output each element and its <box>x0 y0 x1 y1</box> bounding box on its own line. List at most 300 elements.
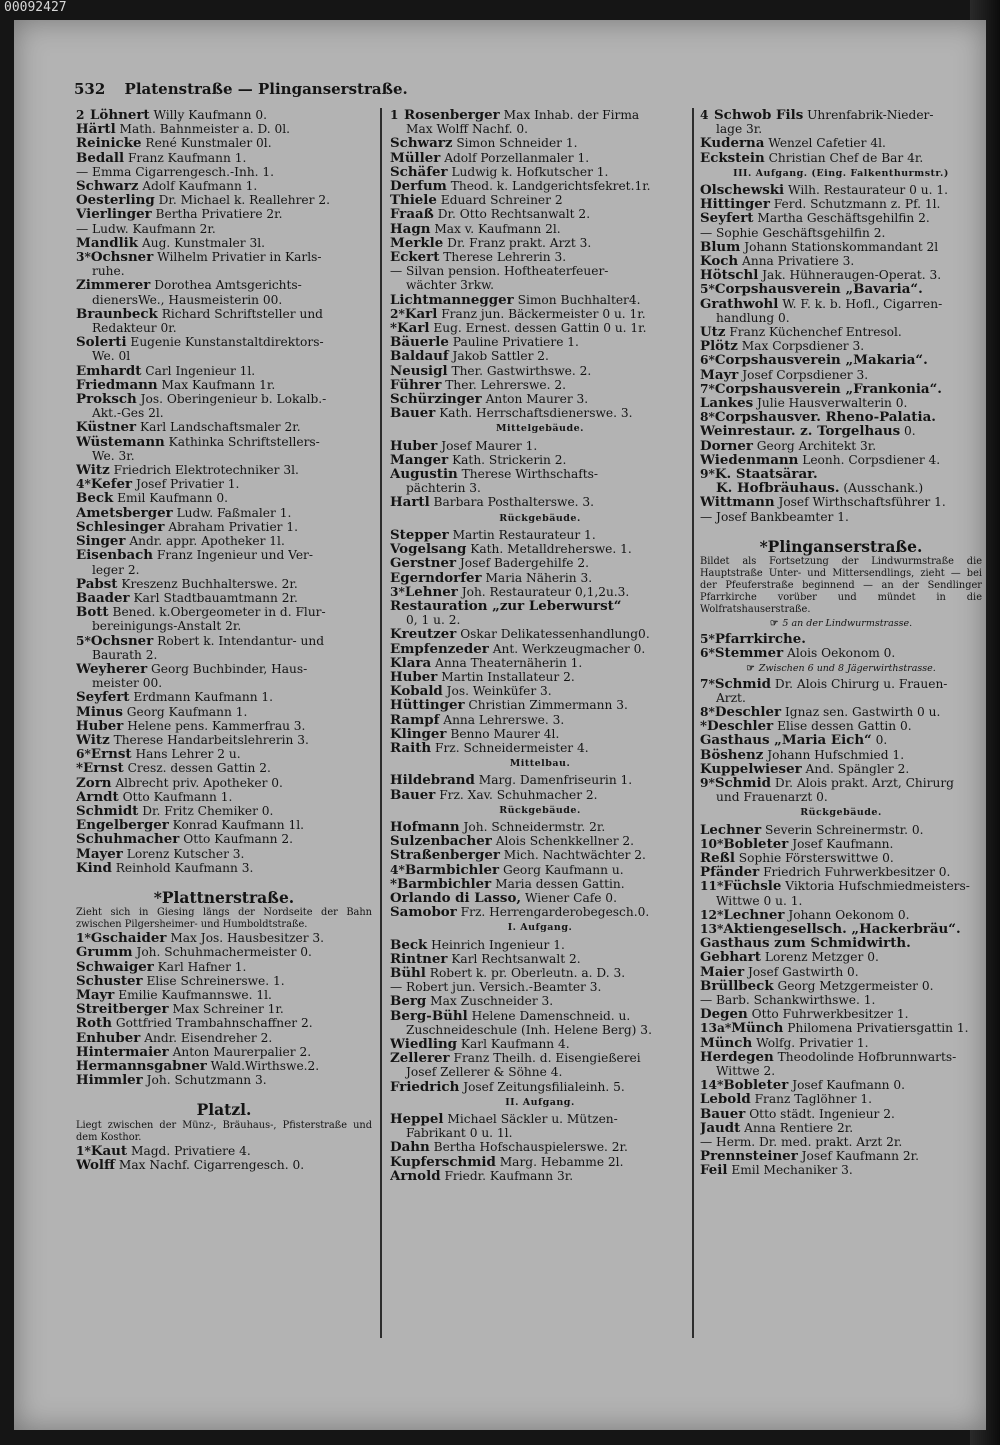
directory-entry <box>700 382 982 396</box>
directory-entry <box>76 804 372 818</box>
resident-name: Merkle <box>390 235 444 251</box>
resident-name: Müller <box>390 150 441 165</box>
resident-details: Bertha Hofschauspielerswe. 2r. <box>433 1140 628 1155</box>
resident-name: Hagn <box>390 221 431 236</box>
resident-details: Julie Hausverwalterin 0. <box>757 396 908 411</box>
resident-details: Eugenie Kunstanstaltdirektors- <box>130 335 324 350</box>
resident-name: Weyherer <box>76 661 148 677</box>
resident-details: Anna Lehrerswe. 3. <box>443 712 565 727</box>
resident-details: Lorenz Kutscher 3. <box>126 846 245 861</box>
resident-details: Emil Mechaniker 3. <box>731 1163 853 1178</box>
resident-details: Ignaz sen. Gastwirth 0 u. <box>784 704 941 719</box>
directory-entry <box>700 1163 982 1177</box>
resident-name: Jaudt <box>700 1120 741 1135</box>
directory-entry <box>390 966 690 980</box>
directory-entry <box>700 510 982 524</box>
resident-details: Max Zuschneider 3. <box>430 994 554 1009</box>
resident-name: Schmid <box>714 775 772 791</box>
resident-details: Marg. Damenfriseurin 1. <box>478 773 633 788</box>
directory-entry <box>390 335 690 349</box>
directory-entry <box>700 424 982 438</box>
directory-entry <box>700 837 982 851</box>
directory-entry <box>390 264 690 278</box>
directory-entry <box>390 467 690 481</box>
resident-name: Zimmerer <box>76 278 151 293</box>
resident-name: Lichtmannegger <box>390 292 514 307</box>
resident-details: Christian Chef de Bar 4r. <box>768 150 924 165</box>
directory-entry <box>390 1023 690 1037</box>
resident-details: Andr. appr. Apotheker 1l. <box>129 534 285 549</box>
house-number: 1* <box>76 931 91 946</box>
directory-entry <box>390 1080 690 1094</box>
resident-details: Marg. Hebamme 2l. <box>499 1154 624 1169</box>
resident-name: Corpshausverein „Makaria“. <box>714 353 928 368</box>
resident-name: Kind <box>76 860 112 875</box>
directory-entry <box>390 727 690 741</box>
resident-details: Max Corpsdiener 3. <box>741 339 865 354</box>
resident-details: Joh. Schutzmann 3. <box>146 1073 267 1088</box>
resident-details: Max Kaufmann 1r. <box>161 377 276 392</box>
directory-entry <box>390 877 690 891</box>
house-number: 13a* <box>700 1021 732 1036</box>
resident-details: Wald.Wirthswe.2. <box>210 1059 320 1073</box>
resident-name: Singer <box>76 534 126 549</box>
directory-entry <box>700 467 982 481</box>
resident-details: Karl Hafner 1. <box>157 959 247 974</box>
directory-entry <box>76 435 372 449</box>
directory-entry <box>390 207 690 221</box>
resident-details: Christian Zimmermann 3. <box>468 698 628 713</box>
resident-details: Albrecht priv. Apotheker 0. <box>115 775 283 790</box>
resident-details: Abraham Privatier 1. <box>168 519 298 534</box>
directory-entry <box>76 193 372 207</box>
directory-entry <box>76 1016 372 1030</box>
resident-details: handlung 0. <box>716 310 790 325</box>
directory-entry <box>390 656 690 670</box>
resident-name: Arndt <box>76 789 119 804</box>
cross-street-note <box>700 618 982 630</box>
directory-entry <box>76 449 372 463</box>
column-2 <box>390 108 690 1183</box>
resident-name: Manger <box>390 452 449 468</box>
directory-entry <box>700 151 982 165</box>
resident-name: Rintner <box>390 951 448 966</box>
resident-name: Löhnert <box>90 108 150 123</box>
resident-details: Emil Kaufmann 0. <box>117 491 229 506</box>
house-number: 1* <box>76 1143 91 1158</box>
directory-entry <box>76 307 372 321</box>
directory-entry <box>700 1078 982 1092</box>
resident-details: Anna Privatiere 3. <box>742 254 855 269</box>
directory-entry <box>390 378 690 392</box>
building-subheading: Rückgebäude. <box>499 512 581 524</box>
resident-name: Schlesinger <box>76 519 165 535</box>
resident-name: Kreutzer <box>390 627 457 642</box>
resident-name: Witz <box>76 463 110 478</box>
directory-entry <box>76 392 372 406</box>
resident-details: Frz. Xav. Schuhmacher 2. <box>439 787 598 802</box>
house-number: 8* <box>700 704 715 719</box>
resident-name: Pfänder <box>700 865 760 880</box>
resident-details: Josef Wirthschaftsführer 1. <box>778 495 946 510</box>
resident-details: und Frauenarzt 0. <box>716 790 828 805</box>
resident-name: Schuster <box>76 973 143 988</box>
resident-details: Kath. Metalldreherswe. 1. <box>470 542 632 557</box>
directory-entry <box>390 848 690 862</box>
directory-entry <box>390 321 690 335</box>
building-subheading: Mittelgebäude. <box>496 423 584 435</box>
resident-details: Franz jun. Bäckermeister 0 u. 1r. <box>441 306 646 321</box>
resident-details: Simon Buchhalter4. <box>517 292 641 307</box>
resident-name: Grumm <box>76 945 133 960</box>
resident-details: Kath. Herrschaftsdienerswe. 3. <box>439 406 633 421</box>
resident-details: Willy Kaufmann 0. <box>153 108 267 122</box>
resident-name: Oesterling <box>76 193 155 208</box>
directory-entry <box>76 420 372 434</box>
resident-details: Uhrenfabrik-Nieder- <box>807 108 934 122</box>
resident-name: Herdegen <box>700 1049 774 1064</box>
resident-details: Ther. Gastwirthswe. 2. <box>451 363 592 378</box>
page-header <box>74 80 408 98</box>
directory-entry <box>390 1140 690 1154</box>
resident-details: Gottfried Trambahnschaffner 2. <box>115 1016 313 1031</box>
directory-entry <box>700 211 982 225</box>
resident-details: Therese Lehrerin 3. <box>443 250 567 265</box>
directory-entry <box>390 1169 690 1183</box>
resident-details: Johann Stationskommandant 2l <box>744 239 939 254</box>
resident-name: Grathwohl <box>700 296 779 311</box>
directory-entry <box>390 698 690 712</box>
resident-name: Gerstner <box>390 556 457 571</box>
resident-details: Konrad Kaufmann 1l. <box>172 818 305 833</box>
resident-name: Vierlinger <box>76 207 152 222</box>
directory-entry <box>390 670 690 684</box>
resident-details: Jos. Weinküfer 3. <box>446 684 552 699</box>
resident-details: Martin Restaurateur 1. <box>452 527 596 542</box>
resident-details: Josef Gastwirth 0. <box>748 964 859 979</box>
resident-name: Corpshausverein „Frankonia“. <box>714 381 942 397</box>
house-number: 13* <box>700 921 724 936</box>
resident-details: Otto Kaufmann 1. <box>122 789 233 804</box>
resident-details: Josef Zellerer & Söhne 4. <box>406 1065 563 1080</box>
resident-name: Bühl <box>390 965 426 981</box>
directory-entry <box>76 563 372 577</box>
resident-details: wächter 3rkw. <box>406 278 495 293</box>
resident-name: *Barmbichler <box>390 876 492 891</box>
resident-details: Max v. Kaufmann 2l. <box>434 221 561 236</box>
resident-name: Ernst <box>90 747 132 762</box>
directory-entry <box>76 321 372 335</box>
directory-entry <box>390 627 690 641</box>
resident-name: Stemmer <box>714 646 784 661</box>
resident-details: Ther. Lehrerswe. 2. <box>445 377 566 392</box>
resident-name: Schäfer <box>390 164 448 180</box>
resident-name: Vogelsang <box>390 542 467 557</box>
house-number: 2* <box>390 306 405 321</box>
directory-entry <box>76 832 372 846</box>
directory-entry <box>76 577 372 591</box>
resident-details: Ant. Werkzeugmacher 0. <box>492 641 646 656</box>
cross-street-note <box>700 663 982 675</box>
directory-entry <box>76 378 372 392</box>
resident-name: Lechner <box>723 907 785 922</box>
building-subheading: I. Aufgang. <box>507 922 573 934</box>
resident-details: Arzt. <box>716 690 746 705</box>
directory-entry <box>76 335 372 349</box>
resident-name: Braunbeck <box>76 306 158 322</box>
resident-name: Führer <box>390 377 442 393</box>
resident-details: Mich. Nachtwächter 2. <box>503 848 646 863</box>
resident-details: Wiener Cafe 0. <box>524 890 617 905</box>
directory-entry <box>700 691 982 705</box>
resident-name: Pfarrkirche. <box>714 632 806 647</box>
resident-name: Corpshausver. Rheno-Palatia. <box>714 410 936 425</box>
resident-details: We. 0l <box>92 349 131 364</box>
resident-name: Hötschl <box>700 268 759 283</box>
resident-name: Hittinger <box>700 197 770 212</box>
resident-details: Zuschneideschule (Inh. Helene Berg) 3. <box>406 1022 652 1037</box>
resident-name: Sulzenbacher <box>390 834 492 849</box>
resident-details: — Barb. Schankwirthswe. 1. <box>700 992 876 1007</box>
directory-entry <box>76 1073 372 1087</box>
house-number: 5* <box>700 632 715 647</box>
resident-details: Jak. Hühneraugen-Operat. 3. <box>762 268 942 283</box>
resident-details: Franz Ingenieur und Ver- <box>156 548 313 563</box>
resident-details: meister 00. <box>92 676 163 691</box>
directory-entry <box>390 108 690 122</box>
resident-name: Weinrestaur. z. Torgelhaus <box>700 424 901 439</box>
resident-details: Wolfg. Privatier 1. <box>756 1035 869 1050</box>
resident-details: Josef Kaufmann. <box>792 836 894 851</box>
resident-details: 0. <box>904 424 916 439</box>
resident-details: René Kunstmaler 0l. <box>145 136 272 151</box>
directory-entry <box>390 193 690 207</box>
directory-entry <box>700 1149 982 1163</box>
resident-details: Alois Oekonom 0. <box>787 646 896 661</box>
directory-entry <box>76 506 372 520</box>
directory-entry <box>390 585 690 599</box>
resident-details: Elise Schreinerswe. 1. <box>146 973 285 988</box>
resident-details: Otto Kaufmann 2. <box>183 832 293 847</box>
resident-details: Josef Maurer 1. <box>441 438 538 453</box>
resident-name: Arnold <box>390 1168 441 1184</box>
resident-name: Plötz <box>700 339 738 354</box>
directory-entry <box>76 974 372 988</box>
directory-entry <box>700 908 982 922</box>
house-number: 11* <box>700 879 724 894</box>
directory-entry <box>700 705 982 719</box>
resident-name: K. Staatsärar. <box>714 467 818 482</box>
resident-name: Thiele <box>390 193 437 208</box>
directory-entry <box>700 481 982 495</box>
resident-details: Viktoria Hufschmiedmeisters- <box>785 879 970 894</box>
directory-entry <box>76 931 372 945</box>
resident-name: Utz <box>700 325 726 340</box>
directory-entry <box>700 297 982 311</box>
directory-entry <box>700 108 982 122</box>
resident-name: Kupferschmid <box>390 1154 496 1169</box>
directory-entry <box>700 865 982 879</box>
resident-name: Schmidt <box>76 803 139 819</box>
resident-name: Hartl <box>390 495 430 510</box>
directory-entry <box>700 762 982 776</box>
resident-details: 0. <box>875 733 888 748</box>
resident-name: Emhardt <box>76 363 142 378</box>
resident-details: Hans Lehrer 2 u. <box>135 747 241 762</box>
resident-name: Ametsberger <box>76 505 173 520</box>
resident-details: Leonh. Corpsdiener 4. <box>802 452 941 467</box>
resident-details: Helene pens. Kammerfrau 3. <box>127 718 306 733</box>
directory-entry <box>390 1009 690 1023</box>
directory-entry <box>76 520 372 534</box>
resident-details: Otto Fuhrwerkbesitzer 1. <box>751 1007 909 1022</box>
directory-entry <box>390 1051 690 1065</box>
directory-entry <box>76 250 372 264</box>
directory-entry <box>76 491 372 505</box>
resident-name: Bauer <box>390 406 436 421</box>
resident-details: Benno Maurer 4l. <box>450 726 560 741</box>
resident-details: Frz. Herrengarderobegesch.0. <box>460 905 650 920</box>
directory-entry <box>700 677 982 691</box>
resident-name: Klara <box>390 655 432 670</box>
directory-entry <box>76 719 372 733</box>
column-1 <box>76 108 372 1172</box>
resident-name: Gschaider <box>90 931 167 946</box>
resident-details: Friedr. Kaufmann 3r. <box>444 1168 574 1183</box>
resident-name: Brüllbeck <box>700 978 774 993</box>
directory-entry <box>76 690 372 704</box>
resident-details: Ferd. Schutzmann z. Pf. 1l. <box>773 197 941 212</box>
resident-details: Akt.-Ges 2l. <box>92 406 164 421</box>
street-heading: *Plattnerstraße. <box>153 887 295 907</box>
directory-entry <box>390 453 690 467</box>
resident-name: Mayr <box>700 367 739 382</box>
resident-name: Dorner <box>700 438 753 453</box>
resident-details: Oskar Delikatessenhandlung0. <box>460 627 650 642</box>
directory-entry <box>700 282 982 296</box>
resident-details: Franz Theilh. d. Eisengießerei <box>453 1051 641 1066</box>
directory-entry <box>390 165 690 179</box>
resident-details: Georg Kaufmann u. <box>502 862 624 877</box>
directory-entry <box>390 613 690 627</box>
directory-entry <box>390 1112 690 1126</box>
resident-details: Wittwe 2. <box>716 1063 776 1078</box>
resident-name: Huber <box>390 438 438 453</box>
resident-details: Georg Buchbinder, Haus- <box>151 661 308 676</box>
directory-entry <box>390 136 690 150</box>
resident-name: Gasthaus „Maria Eich“ <box>700 733 872 748</box>
resident-details: — Ludw. Kaufmann 2r. <box>76 221 216 236</box>
resident-details: Philomena Privatiersgattin 1. <box>787 1021 969 1036</box>
directory-entry <box>700 136 982 150</box>
resident-details: Wilhelm Privatier in Karls- <box>157 250 322 265</box>
resident-details: Anton Maurerpalier 2. <box>172 1044 312 1059</box>
resident-name: Gasthaus zum Schmidwirth. <box>700 936 911 951</box>
resident-details: Georg Kaufmann 1. <box>126 704 248 719</box>
directory-entry <box>76 634 372 648</box>
directory-entry <box>76 477 372 491</box>
resident-details: Max Wolff Nachf. 0. <box>406 122 529 137</box>
resident-name: Egerndorfer <box>390 570 482 585</box>
resident-name: Baader <box>76 590 130 606</box>
directory-entry <box>390 980 690 994</box>
resident-details: Alois Schenkkellner 2. <box>495 834 635 849</box>
directory-entry <box>700 495 982 509</box>
resident-name: K. Hofbräuhaus. <box>716 481 840 496</box>
resident-details: Robert k. pr. Oberleutn. a. D. 3. <box>429 965 626 980</box>
resident-details: Maria Näherin 3. <box>485 570 593 585</box>
directory-entry <box>76 165 372 179</box>
directory-entry <box>700 1107 982 1121</box>
resident-details: — Robert jun. Versich.-Beamter 3. <box>390 980 602 995</box>
directory-entry <box>390 905 690 919</box>
resident-name: Bott <box>76 605 109 620</box>
resident-details: Dr. Alois prakt. Arzt, Chirurg <box>774 775 954 790</box>
directory-entry <box>390 788 690 802</box>
directory-entry <box>76 1059 372 1073</box>
resident-details: Kreszenz Buchhalterswe. 2r. <box>121 576 298 591</box>
resident-details: Frz. Schneidermeister 4. <box>435 740 589 755</box>
resident-name: Prennsteiner <box>700 1149 798 1164</box>
directory-entry <box>76 222 372 236</box>
resident-name: Hintermaier <box>76 1044 169 1059</box>
directory-entry <box>700 410 982 424</box>
house-number: 6* <box>76 747 91 762</box>
directory-entry <box>390 599 690 613</box>
note-text: 5 an der Lindwurmstrasse. <box>782 618 913 630</box>
directory-entry <box>390 222 690 236</box>
street-description: Liegt zwischen der Münz-, Bräuhaus-, Pfisterstraße und dem Kosthor. <box>76 1119 372 1143</box>
resident-details: Georg Architekt 3r. <box>756 438 877 453</box>
directory-entry <box>700 339 982 353</box>
note-text: Zwischen 6 und 8 Jägerwirthstrasse. <box>758 662 936 674</box>
resident-details: Eug. Ernest. dessen Gattin 0 u. 1r. <box>433 321 647 336</box>
resident-details: Simon Schneider 1. <box>456 136 578 151</box>
resident-name: Streitberger <box>76 1002 169 1017</box>
directory-entry <box>700 748 982 762</box>
directory-entry <box>76 1045 372 1059</box>
directory-entry <box>700 965 982 979</box>
directory-entry <box>76 278 372 292</box>
building-subheading: II. Aufgang. <box>505 1096 575 1108</box>
directory-entry <box>700 950 982 964</box>
house-number: 4 <box>700 108 709 122</box>
resident-details: Cresz. dessen Gattin 2. <box>127 761 271 776</box>
resident-details: Eduard Schreiner 2 <box>440 193 563 208</box>
directory-entry <box>390 278 690 292</box>
resident-details: Severin Schreinermstr. 0. <box>765 822 924 837</box>
resident-details: Karl Rechtsanwalt 2. <box>451 951 581 966</box>
directory-entry <box>390 741 690 755</box>
house-number: 6* <box>700 646 715 661</box>
resident-details: Lorenz Metzger 0. <box>764 950 879 965</box>
resident-details: Georg Metzgermeister 0. <box>777 978 934 993</box>
resident-name: Fraaß <box>390 207 434 222</box>
resident-details: Fabrikant 0 u. 1l. <box>406 1126 513 1141</box>
resident-name: Baldauf <box>390 349 449 364</box>
resident-name: Degen <box>700 1007 748 1022</box>
resident-name: Beck <box>76 491 114 506</box>
directory-entry <box>390 891 690 905</box>
house-number: 5* <box>700 282 715 297</box>
directory-entry <box>390 773 690 787</box>
directory-entry <box>76 619 372 633</box>
resident-details: Sophie Försterswittwe 0. <box>738 850 894 865</box>
resident-name: Schwarz <box>76 179 139 194</box>
house-number: 5* <box>76 633 91 648</box>
resident-name: Huber <box>76 718 124 733</box>
resident-name: Hermannsgabner <box>76 1059 207 1074</box>
